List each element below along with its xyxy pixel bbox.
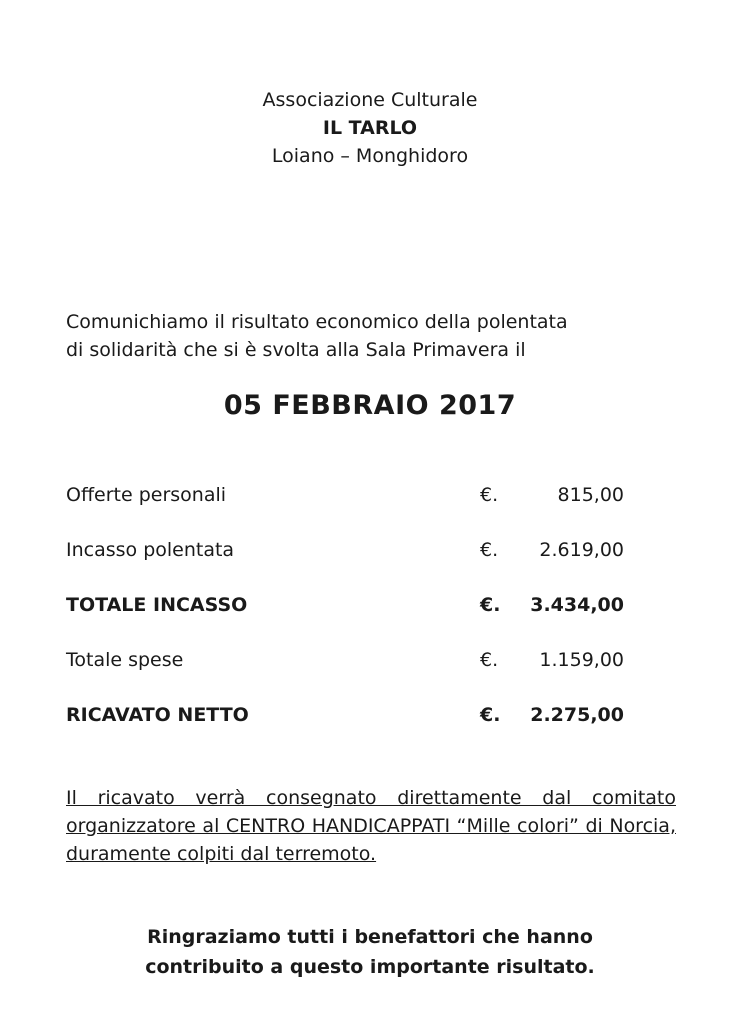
- row-offerte-personali: [66, 480, 686, 510]
- row-incasso-polentata: [66, 535, 686, 565]
- row-amount: 2.275,00: [530, 704, 624, 726]
- row-currency: €.: [480, 594, 501, 616]
- intro-paragraph: [66, 308, 686, 364]
- row-totale-spese: [66, 645, 686, 675]
- thanks-line-2: contribuito a questo importante risultato.: [145, 956, 595, 978]
- row-currency: €.: [480, 539, 499, 561]
- row-label: RICAVATO NETTO: [66, 704, 249, 726]
- thanks-line-1: Ringraziamo tutti i benefattori che hanno: [147, 926, 593, 948]
- row-amount: 815,00: [557, 484, 624, 506]
- event-date: 05 FEBBRAIO 2017: [223, 390, 517, 421]
- row-amount: 3.434,00: [530, 594, 624, 616]
- row-amount: 2.619,00: [539, 539, 624, 561]
- row-currency: €.: [480, 704, 501, 726]
- thanks-message: [0, 922, 740, 982]
- row-totale-incasso: [66, 590, 686, 620]
- association-type: Associazione Culturale: [262, 89, 478, 111]
- intro-line-2: di solidarità che si è svolta alla Sala Primavera il: [66, 339, 526, 361]
- row-label: Offerte personali: [66, 484, 227, 506]
- row-label: Totale spese: [66, 649, 184, 671]
- intro-line-1: Comunichiamo il risultato economico della polentata: [66, 311, 568, 333]
- organization-location: Loiano – Monghidoro: [271, 145, 469, 167]
- row-ricavato-netto: [66, 700, 686, 730]
- row-currency: €.: [480, 484, 499, 506]
- row-label: Incasso polentata: [66, 539, 235, 561]
- donation-note: Il ricavato verrà consegnato direttamente dal comitato organizzatore al CENTRO HANDICAPPATI “Mille colori” di Norcia, duramente colpiti dal terremoto.: [66, 787, 676, 865]
- row-amount: 1.159,00: [539, 649, 624, 671]
- organization-name: IL TARLO: [322, 117, 418, 139]
- row-currency: €.: [480, 649, 499, 671]
- letterhead: [0, 86, 740, 170]
- row-label: TOTALE INCASSO: [66, 594, 248, 616]
